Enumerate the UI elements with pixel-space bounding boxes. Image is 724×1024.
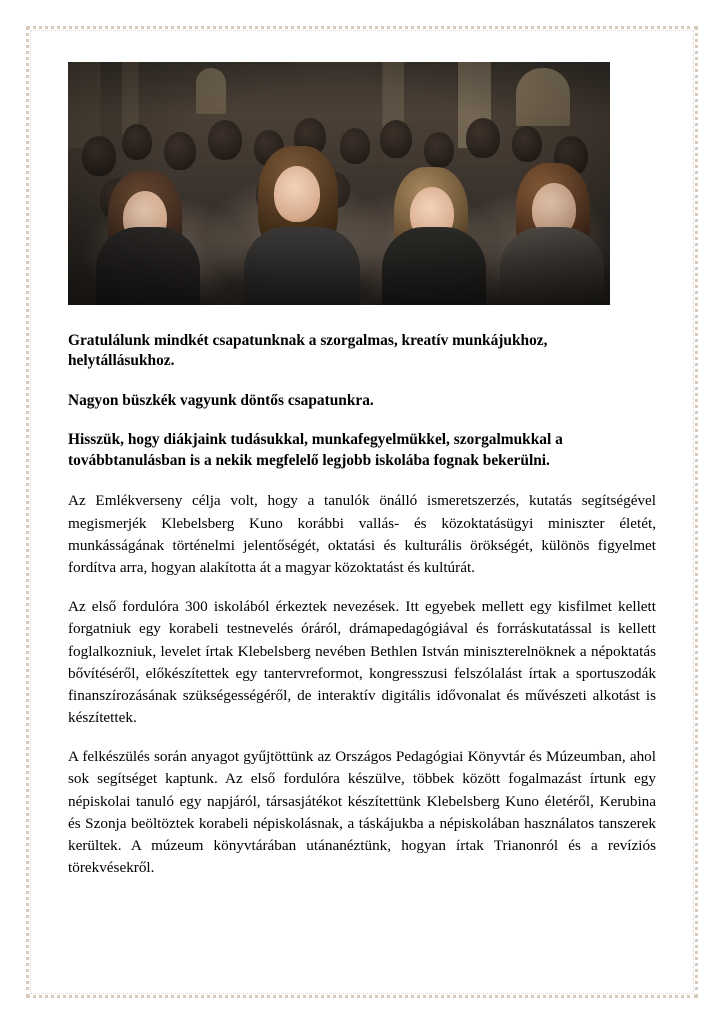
lead-paragraph-2: Nagyon büszkék vagyunk döntős csapatunkra. <box>68 391 374 409</box>
body-paragraph-3: A felkészülés során anyagot gyűjtöttünk az Országos Pedagógiai Könyvtár és Múzeumban, ahol sok segítséget kaptunk. Az első fordulóra készülve, többek között fogalmazást írtunk egy népiskolai tanuló egy napjáról, társasjátékot készítettünk Klebelsberg Kuno életéről, Kerubina és Szonja beöltöztek korabeli népiskolásnak, a táskájukba a népiskolában használatos tanszerek kerültek. A múzeum könyvtárában utánanéztünk, hogyan írtak Trianonról és a revíziós törekvésekről. <box>68 748 656 877</box>
group-photo <box>68 62 610 305</box>
document-content <box>68 62 656 879</box>
photo-vignette <box>68 62 610 305</box>
body-paragraph-1: Az Emlékverseny célja volt, hogy a tanulók önálló ismeretszerzés, kutatás segítségével megismerjék Klebelsberg Kuno korábbi vallás- és közoktatásügyi miniszter életét, munkásságának történelmi jelentőségét, oktatási és kulturális örökségét, különös figyelmet fordítva arra, hogyan alakította át a magyar közoktatást és kultúrát. <box>68 492 656 576</box>
lead-paragraph-3: Hisszük, hogy diákjaink tudásukkal, munkafegyelmükkel, szorgalmukkal a továbbtanulásban is a nekik megfelelő legjobb iskolába fognak bekerülni. <box>68 431 563 469</box>
lead-paragraph-1: Gratulálunk mindkét csapatunknak a szorgalmas, kreatív munkájukhoz, helytállásukhoz. <box>68 332 548 370</box>
body-paragraph-2: Az első fordulóra 300 iskolából érkeztek nevezések. Itt egyebek mellett egy kisfilmet kellett forgatniuk egy korabeli testnevelés óráról, drámapedagógiával és forráskutatással is kellett foglalkozniuk, levelet írtak Klebelsberg nevében Bethlen István miniszterelnöknek a népoktatás bővítéséről, előkészítettek egy tantervreformot, kongresszusi felszólalást írtak a sportuszodák finanszírozásának szükségességéről, de interaktív digitális idővonalat és művészeti alkotást is készítettek. <box>68 598 656 727</box>
